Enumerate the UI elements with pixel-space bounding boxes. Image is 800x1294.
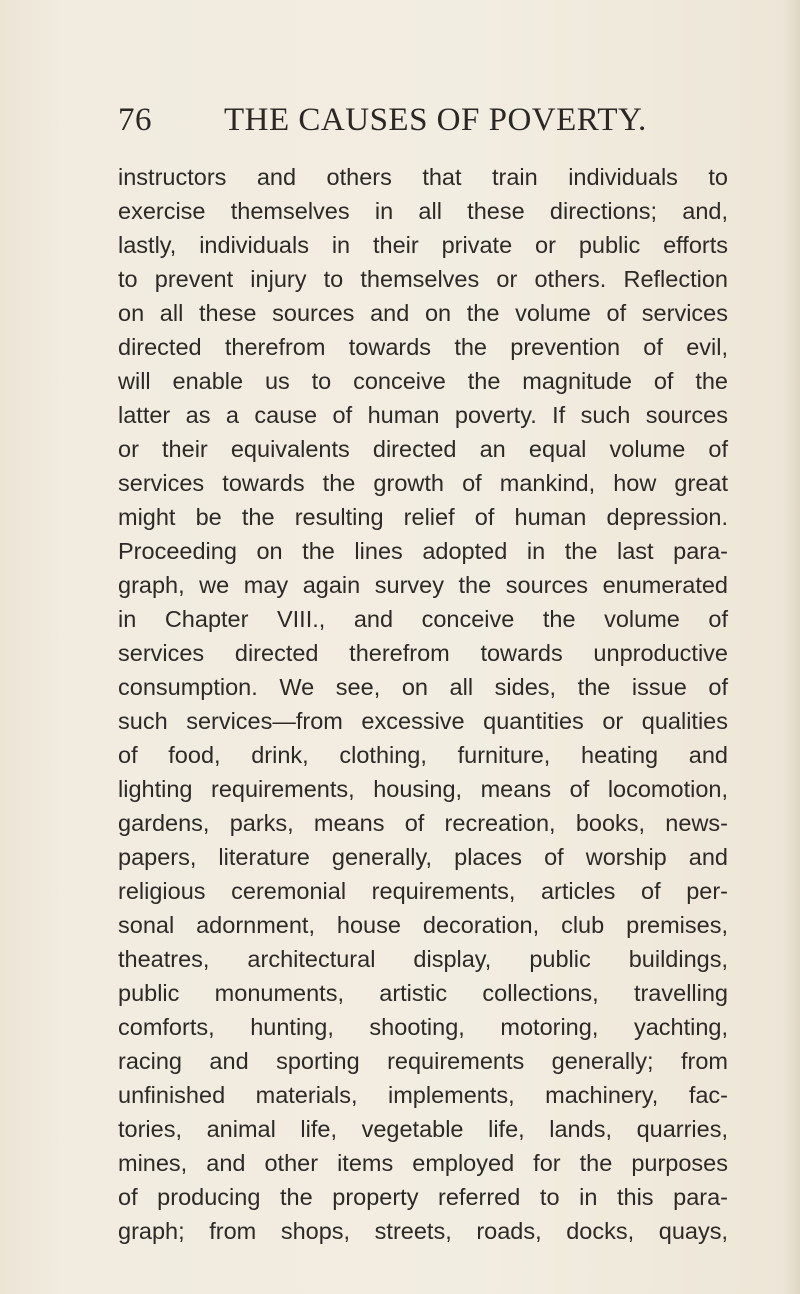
text-line: consumption. We see, on all sides, the issue of xyxy=(118,674,728,700)
text-line: graph, we may again survey the sources enumerated xyxy=(118,572,728,598)
body-paragraph xyxy=(118,160,728,1248)
text-line: such services—from excessive quantities or qualities xyxy=(118,708,728,734)
text-line: of food, drink, clothing, furniture, heating and xyxy=(118,742,728,768)
text-line: mines, and other items employed for the purposes xyxy=(118,1150,728,1176)
running-title: THE CAUSES OF POVERTY. xyxy=(224,102,647,138)
page-edge-shadow xyxy=(782,0,800,1294)
text-line: papers, literature generally, places of worship and xyxy=(118,844,728,870)
text-line: comforts, hunting, shooting, motoring, yachting, xyxy=(118,1014,728,1040)
text-line: sonal adornment, house decoration, club premises, xyxy=(118,912,728,938)
text-line: directed therefrom towards the prevention of evil, xyxy=(118,334,728,360)
text-line: will enable us to conceive the magnitude of the xyxy=(118,368,728,394)
text-line: racing and sporting requirements generally; from xyxy=(118,1048,728,1074)
text-line: lastly, individuals in their private or public efforts xyxy=(118,232,728,258)
text-line: latter as a cause of human poverty. If such sources xyxy=(118,402,728,428)
text-line: public monuments, artistic collections, travelling xyxy=(118,980,728,1006)
text-line: tories, animal life, vegetable life, lands, quarries, xyxy=(118,1116,728,1142)
text-line: services towards the growth of mankind, how great xyxy=(118,470,728,496)
page-number: 76 xyxy=(118,102,152,138)
text-line: theatres, architectural display, public buildings, xyxy=(118,946,728,972)
text-line: religious ceremonial requirements, articles of per- xyxy=(118,878,728,904)
text-line: in Chapter VIII., and conceive the volume of xyxy=(118,606,728,632)
text-line: exercise themselves in all these directions; and, xyxy=(118,198,728,224)
text-line: Proceeding on the lines adopted in the last para- xyxy=(118,538,728,564)
text-line: unfinished materials, implements, machinery, fac- xyxy=(118,1082,728,1108)
text-line: lighting requirements, housing, means of locomotion, xyxy=(118,776,728,802)
running-head xyxy=(118,102,728,142)
text-line: of producing the property referred to in this para- xyxy=(118,1184,728,1210)
text-line: instructors and others that train individuals to xyxy=(118,164,728,190)
text-line: or their equivalents directed an equal volume of xyxy=(118,436,728,462)
text-line: graph; from shops, streets, roads, docks, quays, xyxy=(118,1218,728,1244)
text-line: on all these sources and on the volume of services xyxy=(118,300,728,326)
text-line: to prevent injury to themselves or others. Reflection xyxy=(118,266,728,292)
text-line: gardens, parks, means of recreation, books, news- xyxy=(118,810,728,836)
text-line: might be the resulting relief of human depression. xyxy=(118,504,728,530)
text-line: services directed therefrom towards unproductive xyxy=(118,640,728,666)
